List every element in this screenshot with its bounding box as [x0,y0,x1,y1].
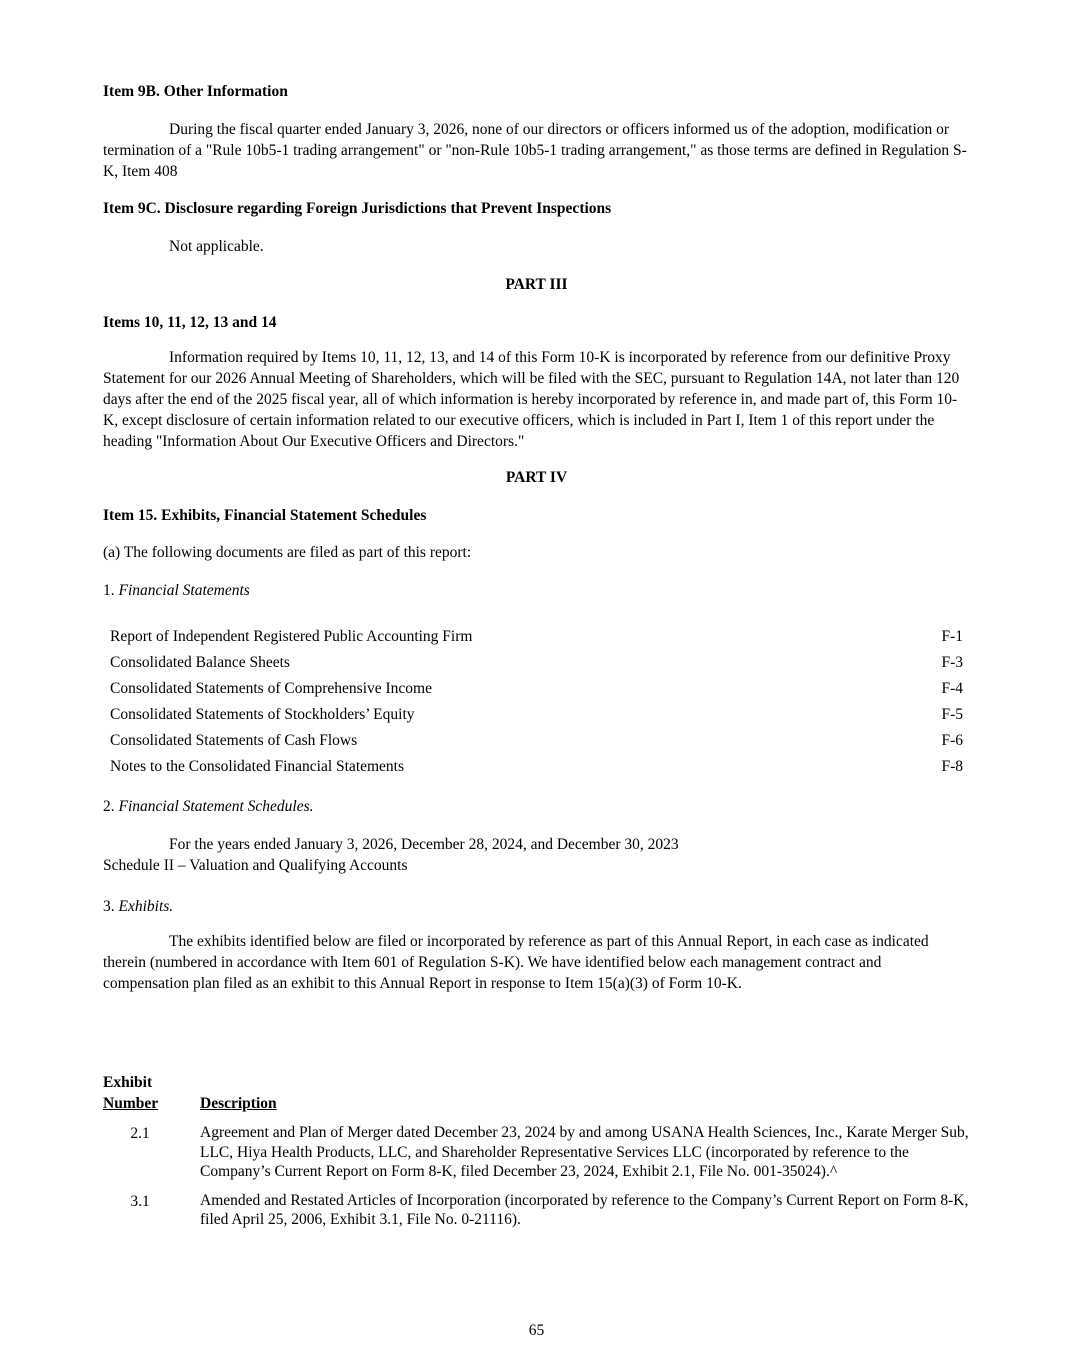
exhibit-description: Amended and Restated Articles of Incorporation (incorporated by reference to the Company’s Current Report on Form 8-K, filed April 25, 2006, Exhibit 3.1, File No. 0-21116). [200,1191,969,1228]
fs-page-ref: F-8 [941,758,963,775]
exhibit-number: 2.1 [130,1125,150,1142]
item9c-heading: Item 9C. Disclosure regarding Foreign Jurisdictions that Prevent Inspections [103,200,612,217]
schedules-label [103,796,970,817]
fs-page-ref: F-3 [941,654,963,671]
exhibit-table [103,1072,970,1230]
fs-title: Consolidated Statements of Cash Flows [110,732,358,749]
fs-page-ref: F-5 [941,706,963,723]
exhibit-number: 3.1 [130,1192,150,1210]
item15-heading: Item 15. Exhibits, Financial Statement Schedules [103,507,427,524]
page-number: 65 [528,1322,545,1339]
financial-statements-label-text: Financial Statements [118,582,250,599]
item9b-heading: Item 9B. Other Information [103,83,288,100]
schedules-years-line: For the years ended January 3, 2026, December 28, 2024, and December 30, 2023 [169,836,679,853]
financial-statements-list [103,624,970,780]
document-content [103,0,970,1230]
item9b-paragraph: During the fiscal quarter ended January 3, 2026, none of our directors or officers informed us of the adoption, modification or termination of a "Rule 10b5-1 trading arrangement" or "non-Rule 10b5-1 trading arrangement," as those terms are defined in Regulation S-K, Item 408 [103,121,967,180]
exhibits-paragraph: The exhibits identified below are filed or incorporated by reference as part of this Annual Report, in each case as indicated therein (numbered in accordance with Item 601 of Regulation S-K). We have identified below each management contract and compensation plan filed as an exhibit to this Annual Report in response to Item 15(a)(3) of Form 10-K. [103,933,929,992]
part3-title: PART III [505,276,568,293]
fs-page-ref: F-4 [941,680,963,697]
exhibit-description-header [200,1072,970,1114]
list-item [103,702,970,728]
exhibit-number-header-line2: Number [103,1095,159,1112]
exhibit-number-header [103,1072,167,1114]
exhibits-label-text: Exhibits. [118,898,174,915]
fs-page-ref: F-1 [941,628,963,645]
table-row [103,1191,970,1230]
exhibits-label-number: 3. [103,898,115,915]
fs-title: Consolidated Statements of Stockholders’ Equity [110,706,415,723]
schedules-label-text: Financial Statement Schedules. [118,798,314,815]
list-item [103,728,970,754]
list-item [103,650,970,676]
list-item [103,676,970,702]
part3-items-heading: Items 10, 11, 12, 13 and 14 [103,314,277,331]
financial-statements-label-number: 1. [103,582,115,599]
financial-statements-label [103,580,970,601]
fs-title: Consolidated Balance Sheets [110,654,290,671]
part3-paragraph: Information required by Items 10, 11, 12, 13, and 14 of this Form 10-K is incorporated by reference from our definitive Proxy Statement for our 2026 Annual Meeting of Shareholders, which will be filed with the SEC, pursuant to Regulation 14A, not later than 120 days after the end of the 2025 fiscal year, all of which information is hereby incorporated by reference in, and made part of, this Form 10-K, except disclosure of certain information related to our executive officers, which is included in Part I, Item 1 of this report under the heading "Information About Our Executive Officers and Directors." [103,349,960,450]
schedules-label-number: 2. [103,798,115,815]
fs-title: Report of Independent Registered Public Accounting Firm [110,628,473,645]
exhibit-number-header-line1: Exhibit [103,1074,153,1091]
table-row [103,1123,970,1182]
part4-title: PART IV [505,469,568,486]
fs-page-ref: F-6 [941,732,963,749]
exhibits-label [103,896,970,917]
list-item [103,624,970,650]
item9c-body: Not applicable. [169,238,264,255]
exhibit-description: Agreement and Plan of Merger dated December 23, 2024 by and among USANA Health Sciences, Inc., Karate Merger Sub, LLC, Hiya Health Products, LLC, and Shareholder Representative Services LLC (incorporated by reference to the Company’s Current Report on Form 8-K, filed December 23, 2024, Exhibit 2.1, File No. 001-35024).^ [200,1124,969,1180]
fs-title: Consolidated Statements of Comprehensive Income [110,680,432,697]
schedule-ii-line: Schedule II – Valuation and Qualifying Accounts [103,857,408,874]
list-item [103,754,970,780]
filed-documents-line: (a) The following documents are filed as part of this report: [103,544,472,561]
exhibit-description-header-text: Description [200,1095,277,1112]
fs-title: Notes to the Consolidated Financial Statements [110,758,405,775]
exhibit-table-header [103,1072,970,1114]
